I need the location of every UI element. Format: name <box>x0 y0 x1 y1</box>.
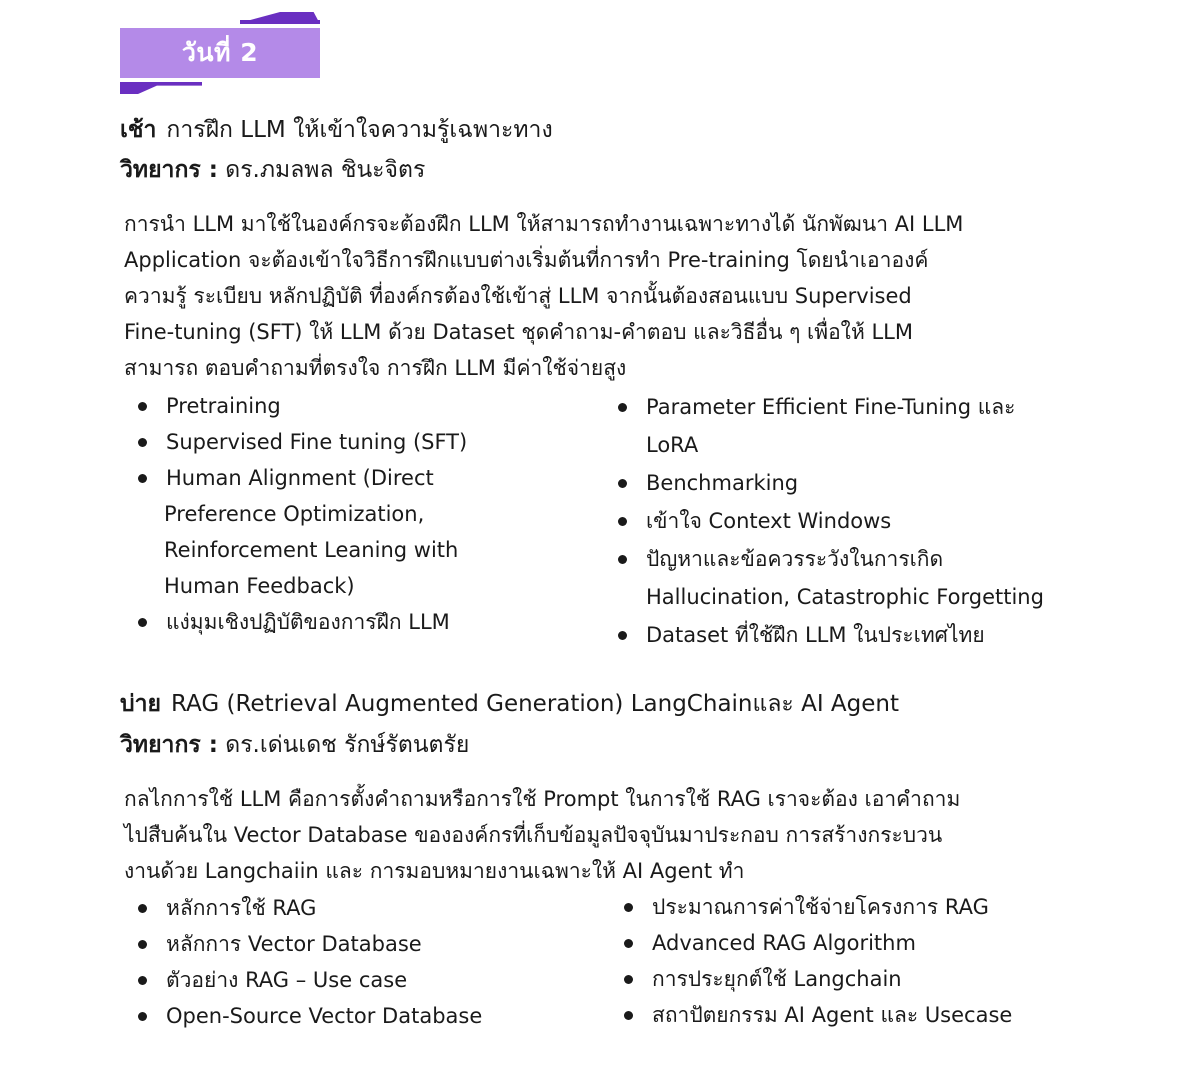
badge-accent-bottom <box>120 82 202 94</box>
list-item <box>122 962 482 998</box>
list-item-text: Hallucination, Catastrophic Forgetting <box>646 585 1044 609</box>
afternoon-description-line: งานด้วย Langchaiin และ การมอบหมายงานเฉพาะให้ AI Agent ทำ <box>124 859 745 883</box>
list-item <box>602 540 1044 616</box>
afternoon-topics-right <box>608 889 1012 1033</box>
list-item <box>122 890 482 926</box>
list-item <box>608 961 1012 997</box>
list-item-text: Preference Optimization, <box>164 502 425 526</box>
list-item <box>122 604 467 640</box>
afternoon-speaker <box>120 727 469 763</box>
morning-description-line: สามารถ ตอบคำถามที่ตรงใจ การฝึก LLM มีค่าใช้จ่ายสูง <box>124 356 627 380</box>
list-item <box>608 925 1012 961</box>
list-item <box>122 926 482 962</box>
list-item <box>602 464 1044 502</box>
list-item-text: Human Feedback) <box>164 574 355 598</box>
list-item <box>608 997 1012 1033</box>
morning-description <box>124 206 963 386</box>
morning-speaker <box>120 152 425 188</box>
list-item-text: Reinforcement Leaning with <box>164 538 459 562</box>
list-item <box>602 616 1044 654</box>
afternoon-description-line: ไปสืบค้นใน Vector Database ขององค์กรที่เก็บข้อมูลปัจจุบันมาประกอบ การสร้างกระบวน <box>124 823 943 847</box>
list-item <box>608 889 1012 925</box>
morning-description-line: Application จะต้องเข้าใจวิธีการฝึกแบบต่างเริ่มต้นที่การทำ Pre-training โดยนำเอาองค์ <box>124 248 929 272</box>
list-item-text: ประมาณการค่าใช้จ่ายโครงการ RAG <box>652 895 989 919</box>
morning-title-text: การฝึก LLM ให้เข้าใจความรู้เฉพาะทาง <box>166 117 553 143</box>
list-item-text: การประยุกต์ใช้ Langchain <box>652 967 902 991</box>
list-item-text: Pretraining <box>166 394 281 418</box>
morning-session-title <box>120 112 553 148</box>
afternoon-speaker-name: ดร.เด่นเดช รักษ์รัตนตรัย <box>225 732 470 758</box>
morning-speaker-name: ดร.ภมลพล ชินะจิตร <box>225 157 426 183</box>
afternoon-description <box>124 781 960 889</box>
list-item-text: Open-Source Vector Database <box>166 1004 483 1028</box>
morning-topics-left <box>122 388 467 640</box>
morning-topics-right <box>602 388 1044 654</box>
afternoon-title-text: RAG (Retrieval Augmented Generation) LangChainและ AI Agent <box>171 691 899 717</box>
list-item <box>122 424 467 460</box>
list-item-text: Advanced RAG Algorithm <box>652 931 916 955</box>
list-item-text: LoRA <box>646 433 699 457</box>
list-item-text: หลักการใช้ RAG <box>166 896 317 920</box>
morning-description-line: Fine-tuning (SFT) ให้ LLM ด้วย Dataset ชุดคำถาม-คำตอบ และวิธีอื่น ๆ เพื่อให้ LLM <box>124 320 913 344</box>
list-item-text: Human Alignment (Direct <box>166 466 434 490</box>
list-item-text: Benchmarking <box>646 471 799 495</box>
list-item <box>122 460 467 604</box>
afternoon-tag: บ่าย <box>120 691 161 717</box>
day-badge <box>120 28 320 78</box>
badge-accent-line <box>240 20 320 24</box>
list-item-text: Dataset ที่ใช้ฝึก LLM ในประเทศไทย <box>646 623 985 647</box>
list-item-text: แง่มุมเชิงปฏิบัติของการฝึก LLM <box>166 610 450 634</box>
afternoon-session-title <box>120 686 899 722</box>
morning-tag: เช้า <box>120 117 157 143</box>
morning-speaker-tag: วิทยากร : <box>120 157 218 183</box>
list-item-text: หลักการ Vector Database <box>166 932 422 956</box>
afternoon-topics-left <box>122 890 482 1034</box>
list-item <box>122 998 482 1034</box>
list-item-text: Supervised Fine tuning (SFT) <box>166 430 468 454</box>
morning-description-line: การนำ LLM มาใช้ในองค์กรจะต้องฝึก LLM ให้สามารถทำงานเฉพาะทางได้ นักพัฒนา AI LLM <box>124 212 964 236</box>
list-item <box>602 388 1044 464</box>
afternoon-speaker-tag: วิทยากร : <box>120 732 218 758</box>
morning-description-line: ความรู้ ระเบียบ หลักปฏิบัติ ที่องค์กรต้องใช้เข้าสู่ LLM จากนั้นต้องสอนแบบ Supervised <box>124 284 912 308</box>
list-item <box>122 388 467 424</box>
afternoon-description-line: กลไกการใช้ LLM คือการตั้งคำถามหรือการใช้ Prompt ในการใช้ RAG เราจะต้อง เอาคำถาม <box>124 787 961 811</box>
list-item <box>602 502 1044 540</box>
day-badge-label: วันที่ 2 <box>181 38 259 67</box>
list-item-text: Parameter Efficient Fine-Tuning และ <box>646 395 1016 419</box>
list-item-text: เข้าใจ Context Windows <box>646 509 892 533</box>
list-item-text: ตัวอย่าง RAG – Use case <box>166 968 408 992</box>
list-item-text: สถาปัตยกรรม AI Agent และ Usecase <box>652 1003 1013 1027</box>
list-item-text: ปัญหาและข้อควรระวังในการเกิด <box>646 547 944 571</box>
